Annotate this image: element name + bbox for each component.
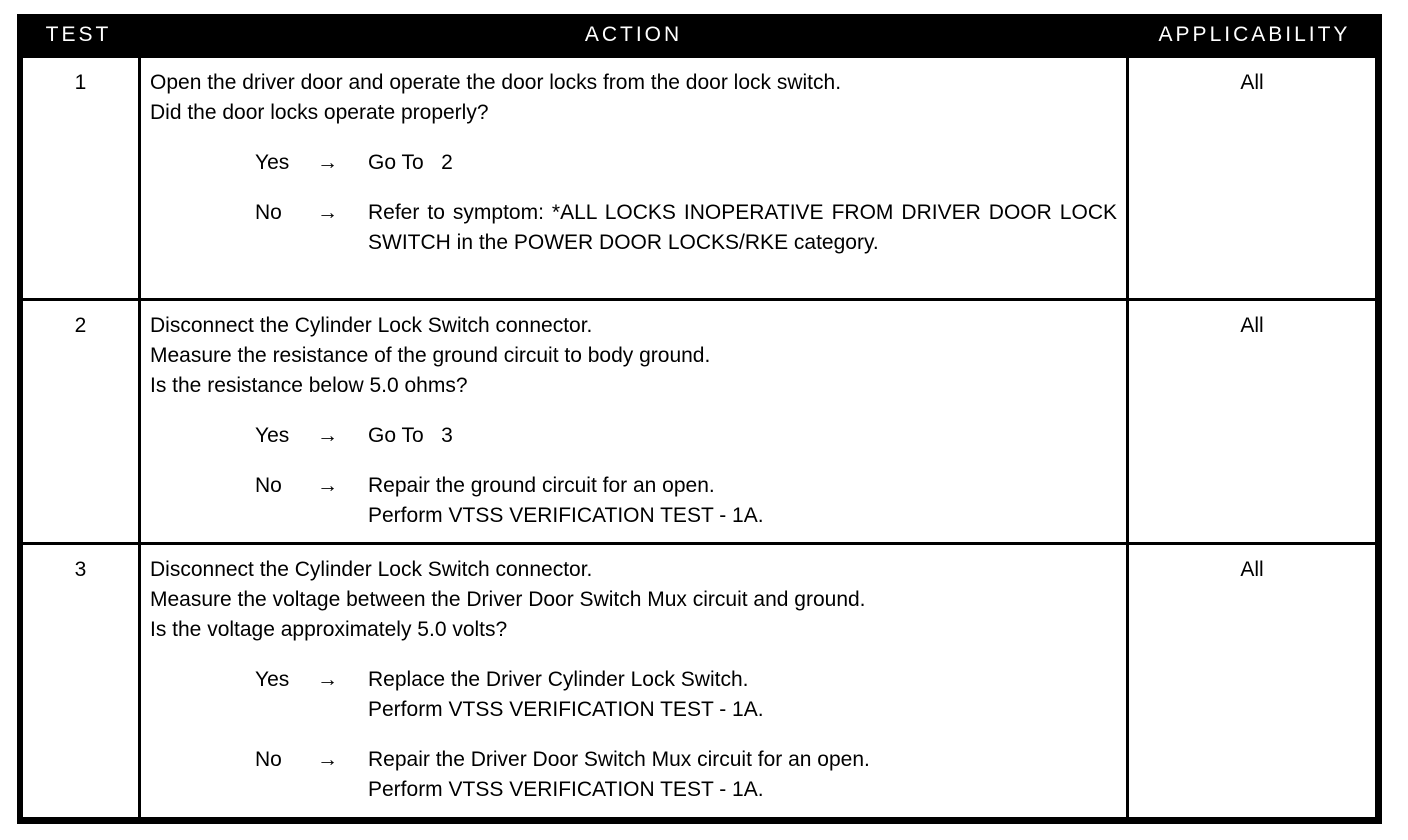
action-cell: [141, 545, 1126, 817]
test-number: 2: [74, 314, 87, 337]
answer-label: Yes: [255, 668, 290, 691]
applicability-value: All: [1240, 71, 1264, 94]
applicability-cell: [1129, 301, 1375, 542]
answer-text: Perform VTSS VERIFICATION TEST - 1A.: [368, 778, 764, 801]
question-line: Did the door locks operate properly?: [150, 101, 489, 124]
table-row: [23, 58, 1375, 298]
answer-text: Repair the ground circuit for an open.: [368, 474, 715, 497]
question-line: Is the resistance below 5.0 ohms?: [150, 374, 468, 397]
header-applicability: APPLICABILITY: [1158, 23, 1351, 46]
action-cell: [141, 58, 1126, 298]
header-test: TEST: [45, 23, 112, 46]
table-row: [23, 301, 1375, 542]
question-line: Disconnect the Cylinder Lock Switch connector.: [150, 558, 593, 581]
answer-label: Yes: [255, 424, 290, 447]
answer-text: Refer to symptom: *ALL LOCKS INOPERATIVE FROM DRIVER DOOR LOCK SWITCH in the POWER DOOR LOCKS/RKE category.: [368, 201, 1117, 254]
header-action: ACTION: [584, 23, 683, 46]
answer-no: [150, 471, 1117, 531]
table-header: [17, 14, 1382, 56]
question-line: Measure the voltage between the Driver Door Switch Mux circuit and ground.: [150, 588, 866, 611]
question-line: Disconnect the Cylinder Lock Switch connector.: [150, 314, 593, 337]
arrow-right-icon: →: [317, 201, 338, 224]
answer-label: No: [255, 474, 282, 497]
answer-no: [150, 745, 1117, 805]
arrow-right-icon: →: [317, 474, 338, 497]
test-number: 1: [74, 71, 87, 94]
test-number: 3: [74, 558, 87, 581]
arrow-right-icon: →: [317, 424, 338, 447]
answer-yes: [150, 148, 1117, 178]
answer-text: Go To 2: [368, 151, 453, 174]
applicability-value: All: [1240, 558, 1264, 581]
arrow-right-icon: →: [317, 151, 338, 174]
answer-yes: [150, 421, 1117, 451]
arrow-right-icon: →: [317, 668, 338, 691]
diagnostic-table: [17, 14, 1382, 824]
answer-no: [150, 198, 1117, 258]
answer-label: Yes: [255, 151, 290, 174]
question-line: Measure the resistance of the ground circuit to body ground.: [150, 344, 711, 367]
table-row: [23, 545, 1375, 817]
action-cell: [141, 301, 1126, 542]
answer-text: Perform VTSS VERIFICATION TEST - 1A.: [368, 698, 764, 721]
answer-text: Replace the Driver Cylinder Lock Switch.: [368, 668, 749, 691]
answer-text: Go To 3: [368, 424, 453, 447]
applicability-value: All: [1240, 314, 1264, 337]
test-cell: [23, 545, 138, 817]
question-line: Is the voltage approximately 5.0 volts?: [150, 618, 508, 641]
arrow-right-icon: →: [317, 748, 338, 771]
answer-yes: [150, 665, 1117, 725]
answer-label: No: [255, 201, 282, 224]
answer-text: Repair the Driver Door Switch Mux circuit for an open.: [368, 748, 870, 771]
applicability-cell: [1129, 58, 1375, 298]
answer-text: Perform VTSS VERIFICATION TEST - 1A.: [368, 504, 764, 527]
applicability-cell: [1129, 545, 1375, 817]
answer-label: No: [255, 748, 282, 771]
test-cell: [23, 58, 138, 298]
question-line: Open the driver door and operate the door locks from the door lock switch.: [150, 71, 842, 94]
test-cell: [23, 301, 138, 542]
